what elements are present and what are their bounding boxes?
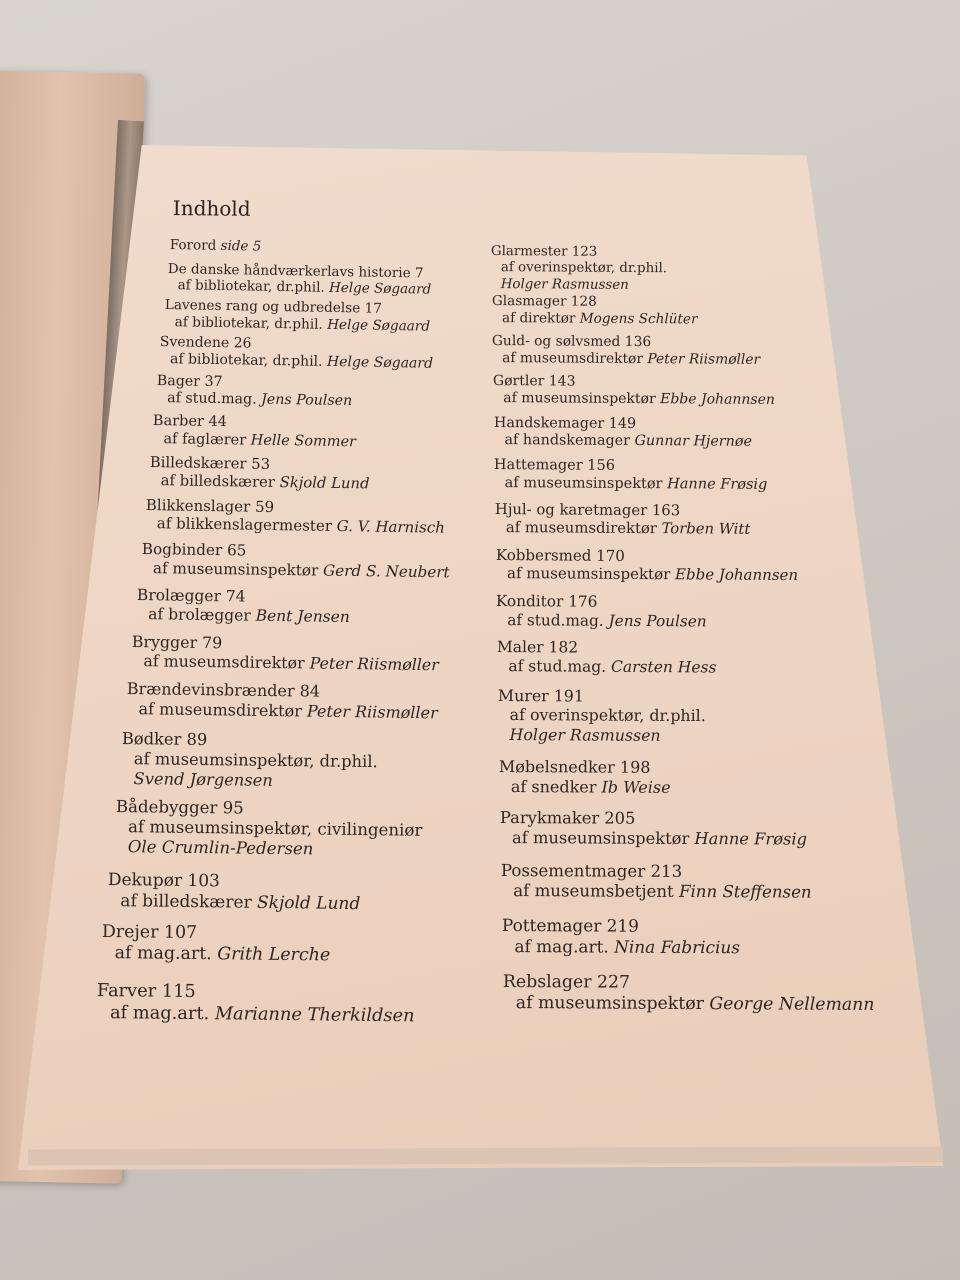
entry-title: Blikkenslager [145,496,256,516]
entry-page-number: 53 [251,455,271,473]
entry-author: Gerd S. Neubert [323,561,450,581]
entry-author: Skjold Lund [256,892,361,914]
entry-author: Skjold Lund [279,474,370,493]
toc-entry [170,237,262,255]
entry-author: Ole Crumlin-Pedersen [127,837,314,859]
toc-entry [167,261,431,299]
entry-page-number: 205 [604,808,636,828]
entry-title: Farver [96,980,162,1002]
entry-byline: af museumsinspektør George Nellemann [515,993,875,1016]
toc-entry [500,808,807,849]
entry-author: Helge Søgaard [328,280,432,299]
entry-author: Torben Witt [661,520,751,538]
entry-page-number: 84 [299,681,321,701]
entry-author: Helge Søgaard [327,316,431,335]
entry-page-number: 191 [553,686,584,706]
entry-page-number: 198 [619,757,651,777]
entry-page-number: 227 [596,972,631,993]
entry-title: Bogbinder [141,540,228,560]
toc-entry [494,457,768,494]
entry-author: Peter Riismøller [647,350,761,368]
entry-byline: af bibliotekar, dr.phil. Helge Søgaard [177,277,432,299]
entry-page-number: side 5 [220,237,262,255]
entry-title: Pottemager [501,915,607,936]
entry-byline: af brolægger Bent Jensen [148,605,350,626]
toc-entry [501,861,812,903]
entry-page-number: 95 [222,798,244,818]
entry-page-number: 123 [571,244,598,260]
entry-author: Grith Lerche [217,944,331,966]
entry-author: Finn Steffensen [678,882,812,902]
entry-author: Peter Riismøller [306,701,438,722]
entry-page-number: 163 [651,502,681,520]
toc-entry [136,586,350,627]
entry-byline: af faglærer Helle Sommer [163,430,357,450]
toc-entry [121,729,378,792]
entry-author: G. V. Harnisch [336,517,445,537]
entry-author: Mogens Schlüter [579,310,698,328]
entry-author: Ib Weise [601,777,671,797]
entry-byline: af bibliotekar, dr.phil. Helge Søgaard [169,351,434,372]
entry-author: Helge Søgaard [326,353,434,372]
entry-byline: af museumsinspektør Hanne Frøsig [504,474,768,493]
entry-title: Drejer [101,922,165,943]
entry-byline: af overinspektør, dr.phil. [509,705,706,726]
toc-entry [499,757,671,797]
entry-title: Konditor [495,592,569,611]
entry-page-number: 176 [568,592,598,611]
entry-author: Marianne Therkildsen [214,1002,415,1027]
toc-title: Indhold [172,196,251,221]
entry-byline: af snedker Ib Weise [510,776,671,797]
entry-page-number: 213 [650,861,683,881]
entry-page-number: 143 [548,373,576,390]
entry-byline: af museumsdirektør Peter Riismøller [143,651,439,675]
entry-author: Ebbe Johannsen [660,391,776,409]
toc-entry [159,334,433,373]
entry-page-number: 79 [201,632,223,653]
entry-byline: af museumsdirektør Peter Riismøller [138,698,438,722]
entry-title: Bager [156,373,205,390]
toc-entry [496,546,799,585]
entry-byline: af mag.art. Grith Lerche [114,943,331,966]
toc-entry [491,244,668,294]
entry-page-number: 44 [208,413,228,431]
entry-title: Billedskærer [149,454,252,473]
entry-title: Handskemager [493,415,609,432]
entry-page-number: 26 [233,335,252,352]
entry-title: Maler [496,638,549,657]
entry-author: Jens Poulsen [608,611,707,631]
entry-byline: af museumsinspektør Gerd S. Neubert [152,558,450,581]
entry-author: Hanne Frøsig [694,828,808,849]
entry-byline: af stud.mag. Carsten Hess [508,656,717,677]
entry-title: Møbelsnedker [498,757,620,777]
entry-title: De danske håndværkerlavs historie [167,261,416,282]
entry-page-number: 219 [606,915,640,936]
entry-author: Gunnar Hjernøe [634,433,752,451]
entry-byline: af mag.art. Marianne Therkildsen [109,1001,415,1027]
entry-page-number: 74 [225,587,246,606]
entry-byline: af museumsinspektør, dr.phil. [133,749,378,772]
entry-page-number: 103 [187,870,221,892]
entry-title: Kobbersmed [495,546,597,565]
entry-byline: af museumsbetjent Finn Steffensen [513,881,812,902]
entry-byline: af billedskærer Skjold Lund [120,890,361,914]
toc-entry [164,297,430,335]
entry-author: Bent Jensen [255,606,350,626]
toc-entry [498,686,706,745]
entry-page-number: 149 [608,415,637,432]
toc-entry [492,333,761,369]
entry-title: Lavenes rang og udbredelse [164,297,365,317]
toc-entry [502,915,740,957]
entry-author: Holger Rasmussen [500,276,629,293]
entry-title: Possementmager [500,861,651,881]
entry-author: Ebbe Johannsen [675,565,799,585]
entry-author: Nina Fabricius [614,936,741,957]
entry-page-number: 17 [364,300,382,317]
entry-page-number: 37 [204,373,223,391]
entry-title: Brygger [131,632,203,652]
toc-entry [115,797,422,861]
entry-byline: af stud.mag. Jens Poulsen [507,610,707,631]
toc-entry [496,592,707,631]
entry-title: Parykmaker [499,808,605,828]
toc-entry [126,679,438,722]
entry-author: George Nellemann [709,994,875,1016]
entry-byline: af billedskærer Skjold Lund [160,472,370,493]
entry-byline: af museumsinspektør Ebbe Johannsen [503,390,776,409]
entry-byline: af museumsdirektør Peter Riismøller [502,349,761,368]
entry-title: Hattemager [493,457,588,474]
toc-entry [503,972,875,1016]
entry-title: Brolægger [136,586,227,606]
entry-title: Glasmager [491,293,571,310]
entry-author: Helle Sommer [250,432,357,450]
entry-author: Hanne Frøsig [667,475,768,493]
entry-byline: af mag.art. Nina Fabricius [514,935,741,957]
entry-author: Peter Riismøller [309,653,439,675]
entry-title: Forord [169,237,221,254]
entry-title: Bødker [121,729,187,749]
entry-page-number: 170 [596,546,625,565]
entry-author: Holger Rasmussen [509,724,661,745]
entry-title: Glarmester [490,244,572,260]
entry-byline: af direktør Mogens Schlüter [501,309,698,328]
toc-entry [141,540,450,581]
toc-entry [145,496,445,537]
entry-page-number: 182 [548,638,579,657]
entry-title: Barber [152,413,209,430]
toc-entry [156,373,352,411]
entry-byline: af bibliotekar, dr.phil. Helge Søgaard [174,313,431,335]
toc-entry [492,293,698,328]
toc-entry [494,415,752,452]
entry-author: Carsten Hess [611,657,717,677]
toc-entry [107,870,360,915]
page-edge [28,1146,943,1165]
entry-page-number: 128 [570,293,597,310]
entry-title: Guld- og sølvsmed [491,333,625,350]
entry-page-number: 7 [414,265,424,282]
toc-entry [493,373,775,409]
entry-byline: af museumsdirektør Torben Witt [505,519,751,538]
entry-page-number: 65 [226,541,247,560]
toc-entry [495,501,751,539]
entry-byline: af stud.mag. Jens Poulsen [167,390,353,410]
entry-author: Svend Jørgensen [133,768,273,790]
toc-entry [102,922,331,967]
toc-entry [97,980,415,1027]
entry-byline: af handskemager Gunnar Hjernøe [504,432,752,451]
entry-page-number: 136 [624,333,652,351]
toc-entry [131,632,439,675]
entry-author: Jens Poulsen [261,391,353,410]
entry-title: Dekupør [107,870,188,891]
entry-byline: af blikkenslagermester G. V. Harnisch [156,514,445,537]
entry-title: Murer [497,686,554,706]
entry-byline: af overinspektør, dr.phil. [500,260,668,277]
toc-entry [152,413,356,452]
entry-byline: af museumsinspektør Hanne Frøsig [512,827,808,849]
entry-title: Hjul- og karetmager [494,501,652,520]
entry-byline: af museumsinspektør Ebbe Johannsen [506,564,799,585]
entry-title: Rebslager [502,972,598,993]
entry-page-number: 107 [163,922,198,943]
entry-page-number: 59 [254,497,275,517]
entry-title: Bådebygger [115,797,223,818]
toc-entry [497,638,717,677]
entry-page-number: 156 [587,457,616,474]
toc-entry [149,454,369,494]
entry-title: Brændevinsbrænder [126,679,300,701]
entry-title: Svendene [159,334,234,352]
entry-byline: af museumsinspektør, civilingeniør [127,817,423,840]
entry-page-number: 115 [161,980,196,1003]
entry-title: Gørtler [492,373,549,390]
entry-page-number: 89 [186,729,208,750]
